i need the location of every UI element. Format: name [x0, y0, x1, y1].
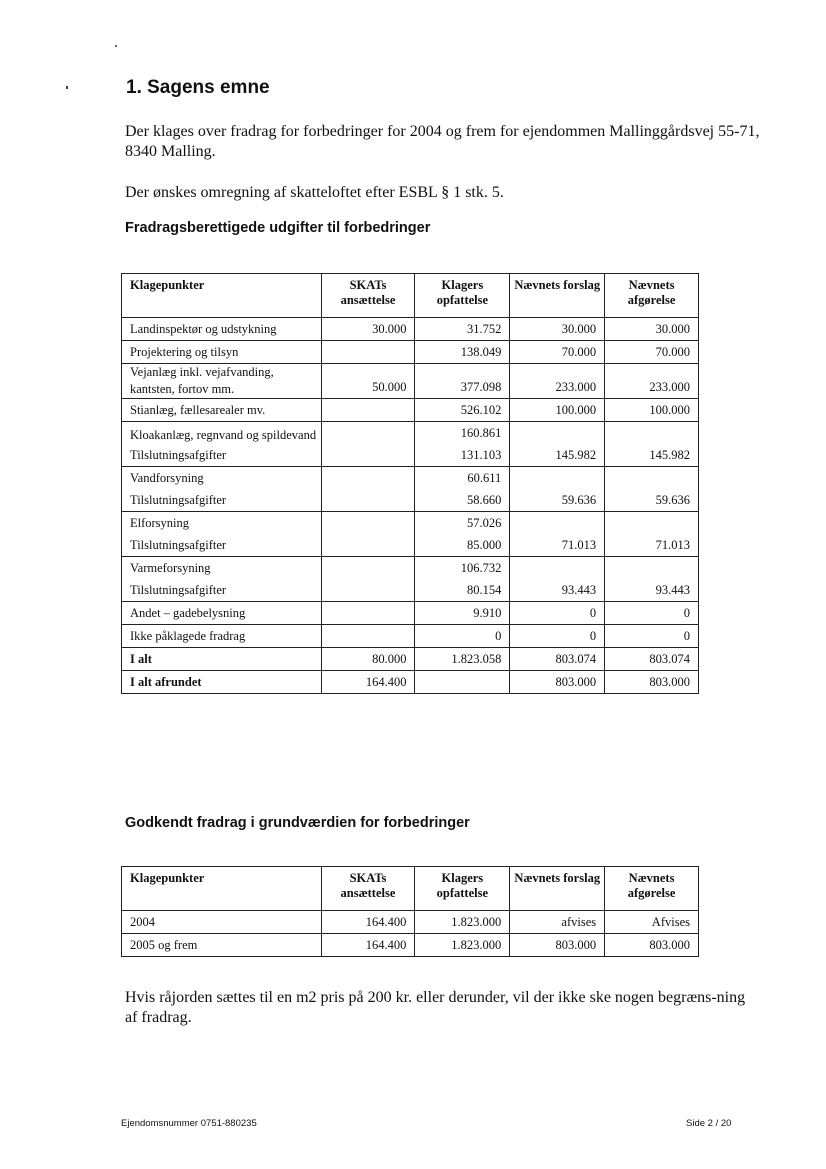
- row-label: Stianlæg, fællesarealer mv.: [122, 399, 322, 422]
- cell-forslag: 93.443: [510, 557, 605, 602]
- cell-skat: 30.000: [321, 318, 415, 341]
- row-label: Ikke påklagede fradrag: [122, 625, 322, 648]
- cell-afgorelse: 0: [605, 625, 699, 648]
- col-header-klager: Klagers opfattelse: [415, 274, 510, 318]
- cell-skat: 50.000: [321, 364, 415, 399]
- row-label: I alt afrundet: [122, 671, 322, 694]
- cell-forslag: 100.000: [510, 399, 605, 422]
- cell-afgorelse: 803.000: [605, 934, 699, 957]
- col-header-forslag: Nævnets forslag: [510, 867, 605, 911]
- table-row: [122, 911, 699, 934]
- cell-afgorelse: 145.982: [605, 422, 699, 467]
- cell-skat: [321, 625, 415, 648]
- cell-forslag: 803.000: [510, 934, 605, 957]
- scan-speck: [115, 45, 117, 47]
- col-header-afgorelse: Nævnets afgørelse: [605, 274, 699, 318]
- table-row: [122, 934, 699, 957]
- cell-klager: 0: [415, 625, 510, 648]
- cell-klager: 160.861 131.103: [415, 422, 510, 467]
- row-label: Vejanlæg inkl. vejafvanding, kantsten, fortov mm.: [122, 364, 322, 399]
- col-header-klagepunkter: Klagepunkter: [122, 274, 322, 318]
- col-header-klagepunkter: Klagepunkter: [122, 867, 322, 911]
- cell-afgorelse: 803.074: [605, 648, 699, 671]
- cell-skat: [321, 399, 415, 422]
- cell-afgorelse: 0: [605, 602, 699, 625]
- closing-paragraph: Hvis råjorden sættes til en m2 pris på 200 kr. eller derunder, vil der ikke ske nogen begræns-ning af fradrag.: [125, 989, 746, 1026]
- cell-afgorelse: 30.000: [605, 318, 699, 341]
- row-label: Kloakanlæg, regnvand og spildevand Tilslutningsafgifter: [122, 422, 322, 467]
- cell-klager: 60.611 58.660: [415, 467, 510, 512]
- col-header-afgorelse: Nævnets afgørelse: [605, 867, 699, 911]
- cell-klager: 138.049: [415, 341, 510, 364]
- row-label: Elforsyning Tilslutningsafgifter: [122, 512, 322, 557]
- cell-afgorelse: Afvises: [605, 911, 699, 934]
- cell-skat: [321, 512, 415, 557]
- cell-klager: 106.732 80.154: [415, 557, 510, 602]
- cell-forslag: 145.982: [510, 422, 605, 467]
- request-paragraph: Der ønskes omregning af skatteloftet efter ESBL § 1 stk. 5.: [125, 184, 504, 201]
- cell-forslag: 59.636: [510, 467, 605, 512]
- table2-heading: Godkendt fradrag i grundværdien for forbedringer: [125, 815, 470, 831]
- table-row: [122, 671, 699, 694]
- cell-afgorelse: 100.000: [605, 399, 699, 422]
- row-label: Andet – gadebelysning: [122, 602, 322, 625]
- table1-heading: Fradragsberettigede udgifter til forbedringer: [125, 220, 431, 236]
- scan-speck: [66, 86, 68, 89]
- cell-klager: 57.026 85.000: [415, 512, 510, 557]
- row-label: Varmeforsyning Tilslutningsafgifter: [122, 557, 322, 602]
- cell-skat: 80.000: [321, 648, 415, 671]
- row-label: I alt: [122, 648, 322, 671]
- table-row: [122, 341, 699, 364]
- table-row: [122, 557, 699, 602]
- row-label: Vandforsyning Tilslutningsafgifter: [122, 467, 322, 512]
- table-row: [122, 364, 699, 399]
- cell-skat: [321, 422, 415, 467]
- table-row: [122, 422, 699, 467]
- cell-forslag: afvises: [510, 911, 605, 934]
- cell-forslag: 803.000: [510, 671, 605, 694]
- cell-skat: 164.400: [321, 671, 415, 694]
- cell-klager: 9.910: [415, 602, 510, 625]
- cell-afgorelse: 803.000: [605, 671, 699, 694]
- cell-skat: [321, 557, 415, 602]
- intro-paragraph: Der klages over fradrag for forbedringer for 2004 og frem for ejendommen Mallinggårdsvej 55-71, 8340 Malling.: [125, 123, 760, 160]
- cell-afgorelse: 70.000: [605, 341, 699, 364]
- table-row: [122, 602, 699, 625]
- cell-forslag: 70.000: [510, 341, 605, 364]
- cell-klager: 1.823.000: [415, 911, 510, 934]
- cell-afgorelse: 71.013: [605, 512, 699, 557]
- cell-forslag: 0: [510, 602, 605, 625]
- table-row: [122, 625, 699, 648]
- col-header-skat: SKATs ansættelse: [321, 274, 415, 318]
- cell-klager: 1.823.000: [415, 934, 510, 957]
- row-label: Projektering og tilsyn: [122, 341, 322, 364]
- cell-forslag: 30.000: [510, 318, 605, 341]
- cell-forslag: 233.000: [510, 364, 605, 399]
- cell-skat: [321, 467, 415, 512]
- col-header-klager: Klagers opfattelse: [415, 867, 510, 911]
- row-label: 2004: [122, 911, 322, 934]
- cell-afgorelse: 59.636: [605, 467, 699, 512]
- table-row: [122, 399, 699, 422]
- cell-klager: 1.823.058: [415, 648, 510, 671]
- cell-klager: 31.752: [415, 318, 510, 341]
- cell-klager: [415, 671, 510, 694]
- deductions-table: [121, 273, 699, 694]
- cell-afgorelse: 233.000: [605, 364, 699, 399]
- row-label: 2005 og frem: [122, 934, 322, 957]
- cell-skat: 164.400: [321, 934, 415, 957]
- cell-klager: 377.098: [415, 364, 510, 399]
- section-heading: 1. Sagens emne: [126, 77, 270, 98]
- table-row: [122, 512, 699, 557]
- table-row: [122, 648, 699, 671]
- cell-klager: 526.102: [415, 399, 510, 422]
- cell-skat: 164.400: [321, 911, 415, 934]
- cell-forslag: 0: [510, 625, 605, 648]
- table-row: [122, 318, 699, 341]
- table-row: [122, 467, 699, 512]
- footer-page-number: Side 2 / 20: [686, 1118, 732, 1129]
- col-header-skat: SKATs ansættelse: [321, 867, 415, 911]
- approved-deduction-table: [121, 866, 699, 957]
- cell-skat: [321, 602, 415, 625]
- cell-forslag: 803.074: [510, 648, 605, 671]
- col-header-forslag: Nævnets forslag: [510, 274, 605, 318]
- cell-skat: [321, 341, 415, 364]
- cell-forslag: 71.013: [510, 512, 605, 557]
- footer-property-number: Ejendomsnummer 0751-880235: [121, 1118, 257, 1129]
- row-label: Landinspektør og udstykning: [122, 318, 322, 341]
- cell-afgorelse: 93.443: [605, 557, 699, 602]
